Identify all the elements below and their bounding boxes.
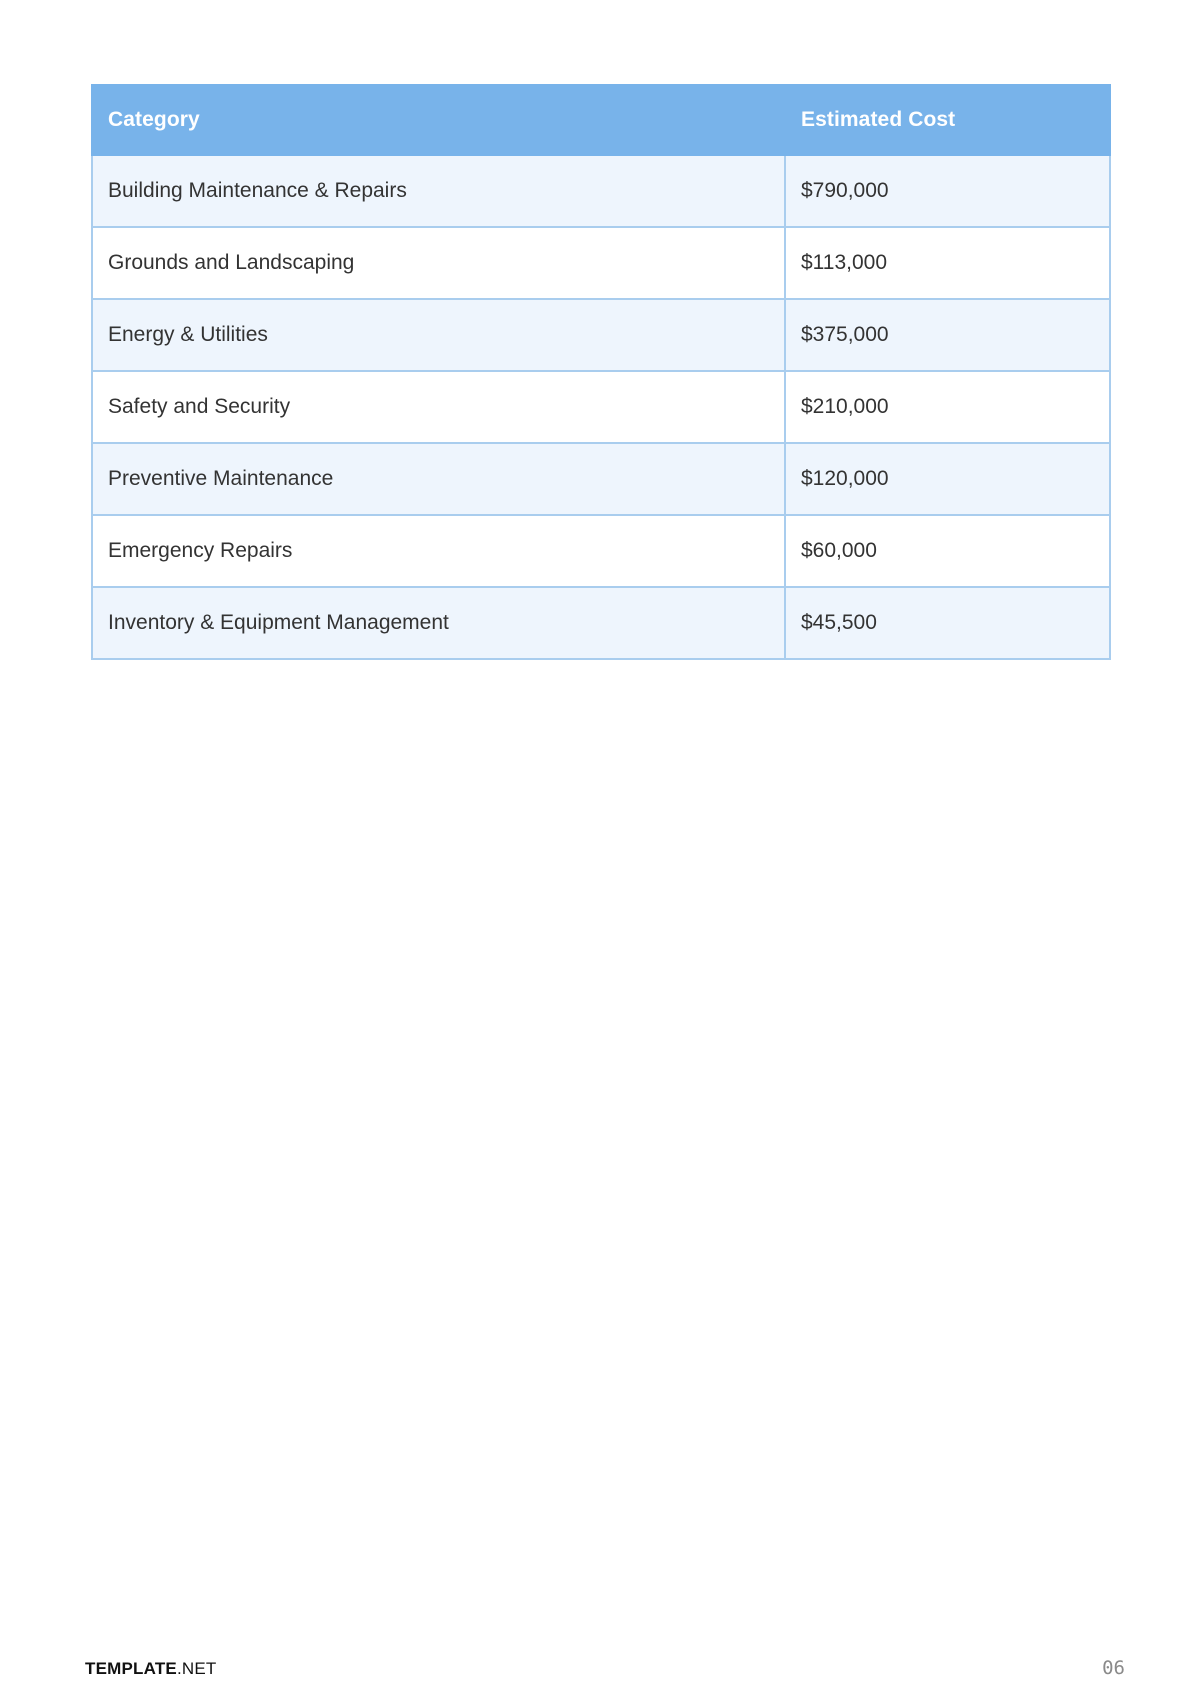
table-header-row: [92, 85, 1110, 155]
table-row: [92, 227, 1110, 299]
table-row: [92, 299, 1110, 371]
table-row: [92, 443, 1110, 515]
footer-brand-logo: [85, 1659, 216, 1679]
page-number: 06: [1102, 1657, 1125, 1679]
budget-table-container: [91, 84, 1109, 660]
brand-name-suffix: .NET: [176, 1659, 217, 1678]
table-row: [92, 371, 1110, 443]
cost-cell: $45,500: [785, 587, 1110, 659]
category-cell: Safety and Security: [92, 371, 785, 443]
header-category: Category: [92, 85, 785, 155]
category-cell: Energy & Utilities: [92, 299, 785, 371]
cost-cell: $60,000: [785, 515, 1110, 587]
category-cell: Grounds and Landscaping: [92, 227, 785, 299]
budget-table: [91, 84, 1111, 660]
table-row: [92, 587, 1110, 659]
cost-cell: $120,000: [785, 443, 1110, 515]
cost-cell: $375,000: [785, 299, 1110, 371]
table-row: [92, 155, 1110, 227]
category-cell: Emergency Repairs: [92, 515, 785, 587]
header-estimated-cost: Estimated Cost: [785, 85, 1110, 155]
category-cell: Inventory & Equipment Management: [92, 587, 785, 659]
category-cell: Preventive Maintenance: [92, 443, 785, 515]
table-row: [92, 515, 1110, 587]
cost-cell: $210,000: [785, 371, 1110, 443]
brand-name-bold: TEMPLATE: [85, 1659, 177, 1678]
category-cell: Building Maintenance & Repairs: [92, 155, 785, 227]
cost-cell: $113,000: [785, 227, 1110, 299]
cost-cell: $790,000: [785, 155, 1110, 227]
